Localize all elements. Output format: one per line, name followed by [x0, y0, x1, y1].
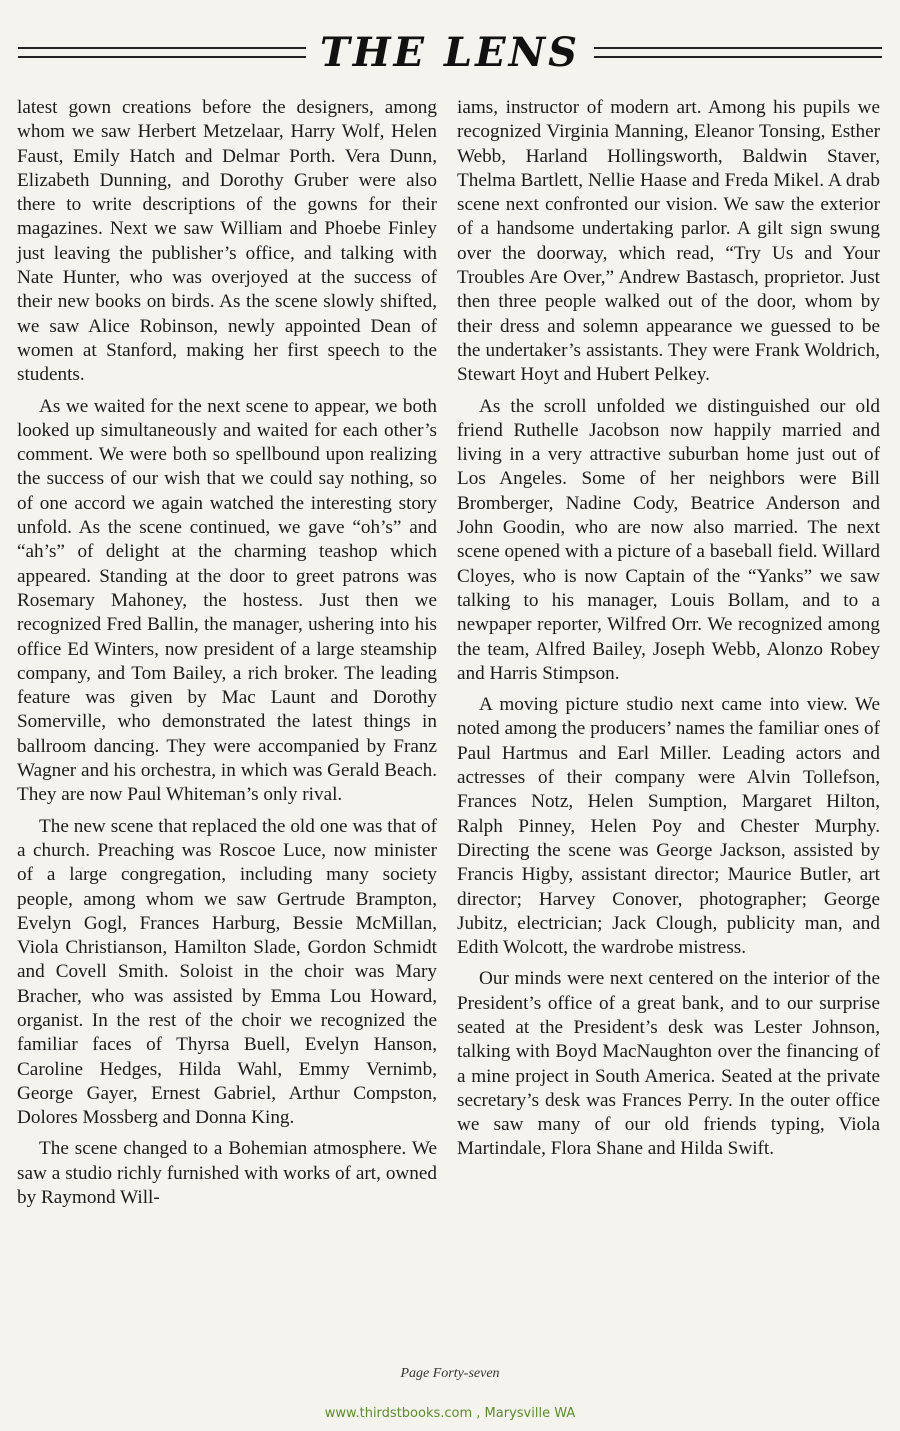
header-rule-left — [18, 47, 306, 58]
paragraph: The scene changed to a Bohemian atmosphere. We saw a studio richly furnished with works of art, owned by Raymond Will- — [17, 1138, 437, 1209]
masthead-title: THE LENS — [319, 28, 581, 76]
paragraph: latest gown creations before the designers, among whom we saw Herbert Metzelaar, Harry Wolf, Helen Faust, Emily Hatch and Delmar Porth. Vera Dunn, Elizabeth Dunning, and Dorothy Gruber were also there to write descriptions of the gowns for their magazines. Next we saw William and Phoebe Finley just leaving the publisher’s office, and talking with Nate Hunter, who was overjoyed at the success of their new books on birds. As the scene slowly shifted, we saw Alice Robinson, newly appointed Dean of women at Stanford, making her first speech to the students. — [17, 97, 437, 386]
paragraph: Our minds were next centered on the interior of the President’s office of a great bank, and to our surprise seated at the President’s desk was Lester Johnson, talking with Boyd MacNaughton over the financing of a mine project in South America. Seated at the private secretary’s desk was Frances Perry. In the outer office we saw many of our old friends typing, Viola Martindale, Flora Shane and Hilda Swift. — [457, 968, 880, 1160]
right-column — [457, 96, 880, 1169]
paragraph: iams, instructor of modern art. Among his pupils we recognized Virginia Manning, Eleanor Tonsing, Esther Webb, Harland Hollingsworth, Baldwin Staver, Thelma Bartlett, Nellie Haase and Freda Mikel. A drab scene next confronted our vision. We saw the exterior of a handsome undertaking parlor. A gilt sign swung over the doorway, which read, “Try Us and Your Troubles Are Over,” Andrew Bastasch, proprietor. Just then three people walked out of the door, whom by their dress and solemn appearance we guessed to be the undertaker’s assistants. They were Frank Woldrich, Stewart Hoyt and Hubert Pelkey. — [457, 97, 880, 386]
paragraph: A moving picture studio next came into view. We noted among the producers’ names the familiar ones of Paul Hartmus and Earl Miller. Leading actors and actresses of their company were Alvin Tollefson, Frances Notz, Helen Sumption, Margaret Hilton, Ralph Pinney, Helen Poy and Chester Murphy. Directing the scene was George Jackson, assisted by Francis Higby, assistant director; Maurice Butler, art director; Harvey Conover, photographer; George Jubitz, electrician; Jack Clough, publicity man, and Edith Wolcott, the wardrobe mistress. — [457, 694, 880, 959]
site-watermark: www.thirdstbooks.com , Marysville WA — [324, 1406, 576, 1421]
header-rule-right — [594, 47, 882, 58]
page-number: Page Forty-seven — [400, 1366, 500, 1381]
paragraph: The new scene that replaced the old one was that of a church. Preaching was Roscoe Luce, now minister of a large congregation, including many society people, among whom we saw Gertrude Brampton, Evelyn Gogl, Frances Harburg, Bessie McMillan, Viola Christianson, Hamilton Slade, Gordon Schmidt and Covell Smith. Soloist in the choir was Mary Bracher, who was assisted by Emma Lou Howard, organist. In the rest of the choir we recognized the familiar faces of Thyrsa Buell, Evelyn Hanson, Caroline Hedges, Hilda Wahl, Emmy Vernimb, George Gayer, Ernest Gabriel, Arthur Compston, Dolores Mossberg and Donna King. — [17, 815, 437, 1129]
left-column — [17, 96, 437, 1217]
paragraph: As the scroll unfolded we distinguished our old friend Ruthelle Jacobson now happily married and living in a very attractive suburban home just out of Los Angeles. Some of her neighbors were Bill Bromberger, Nadine Cody, Beatrice Anderson and John Goodin, who are now also married. The next scene opened with a picture of a baseball field. Willard Cloyes, who is now Captain of the “Yanks” we saw talking to his manager, Louis Bollam, and to a newpaper reporter, Wilfred Orr. We recognized among the team, Alfred Bailey, Joseph Webb, Alonzo Robey and Harris Stimpson. — [457, 395, 880, 684]
paragraph: As we waited for the next scene to appear, we both looked up simultaneously and waited for each other’s comment. We were both so spellbound upon realizing the success of our wish that we could say nothing, so of one accord we again watched the interesting story unfold. As the scene continued, we gave “oh’s” and “ah’s” of delight at the charming teashop which appeared. Standing at the door to greet patrons was Rosemary Mahoney, the hostess. Just then we recognized Fred Ballin, the manager, ushering into his office Ed Winters, now president of a large steamship company, and Tom Bailey, a rich broker. The leading feature was given by Mac Launt and Dorothy Somerville, who demonstrated the latest things in ballroom dancing. They were accompanied by Franz Wagner and his orchestra, in which was Gerald Beach. They are now Paul Whiteman’s only rival. — [17, 395, 437, 806]
masthead-header — [18, 22, 882, 82]
